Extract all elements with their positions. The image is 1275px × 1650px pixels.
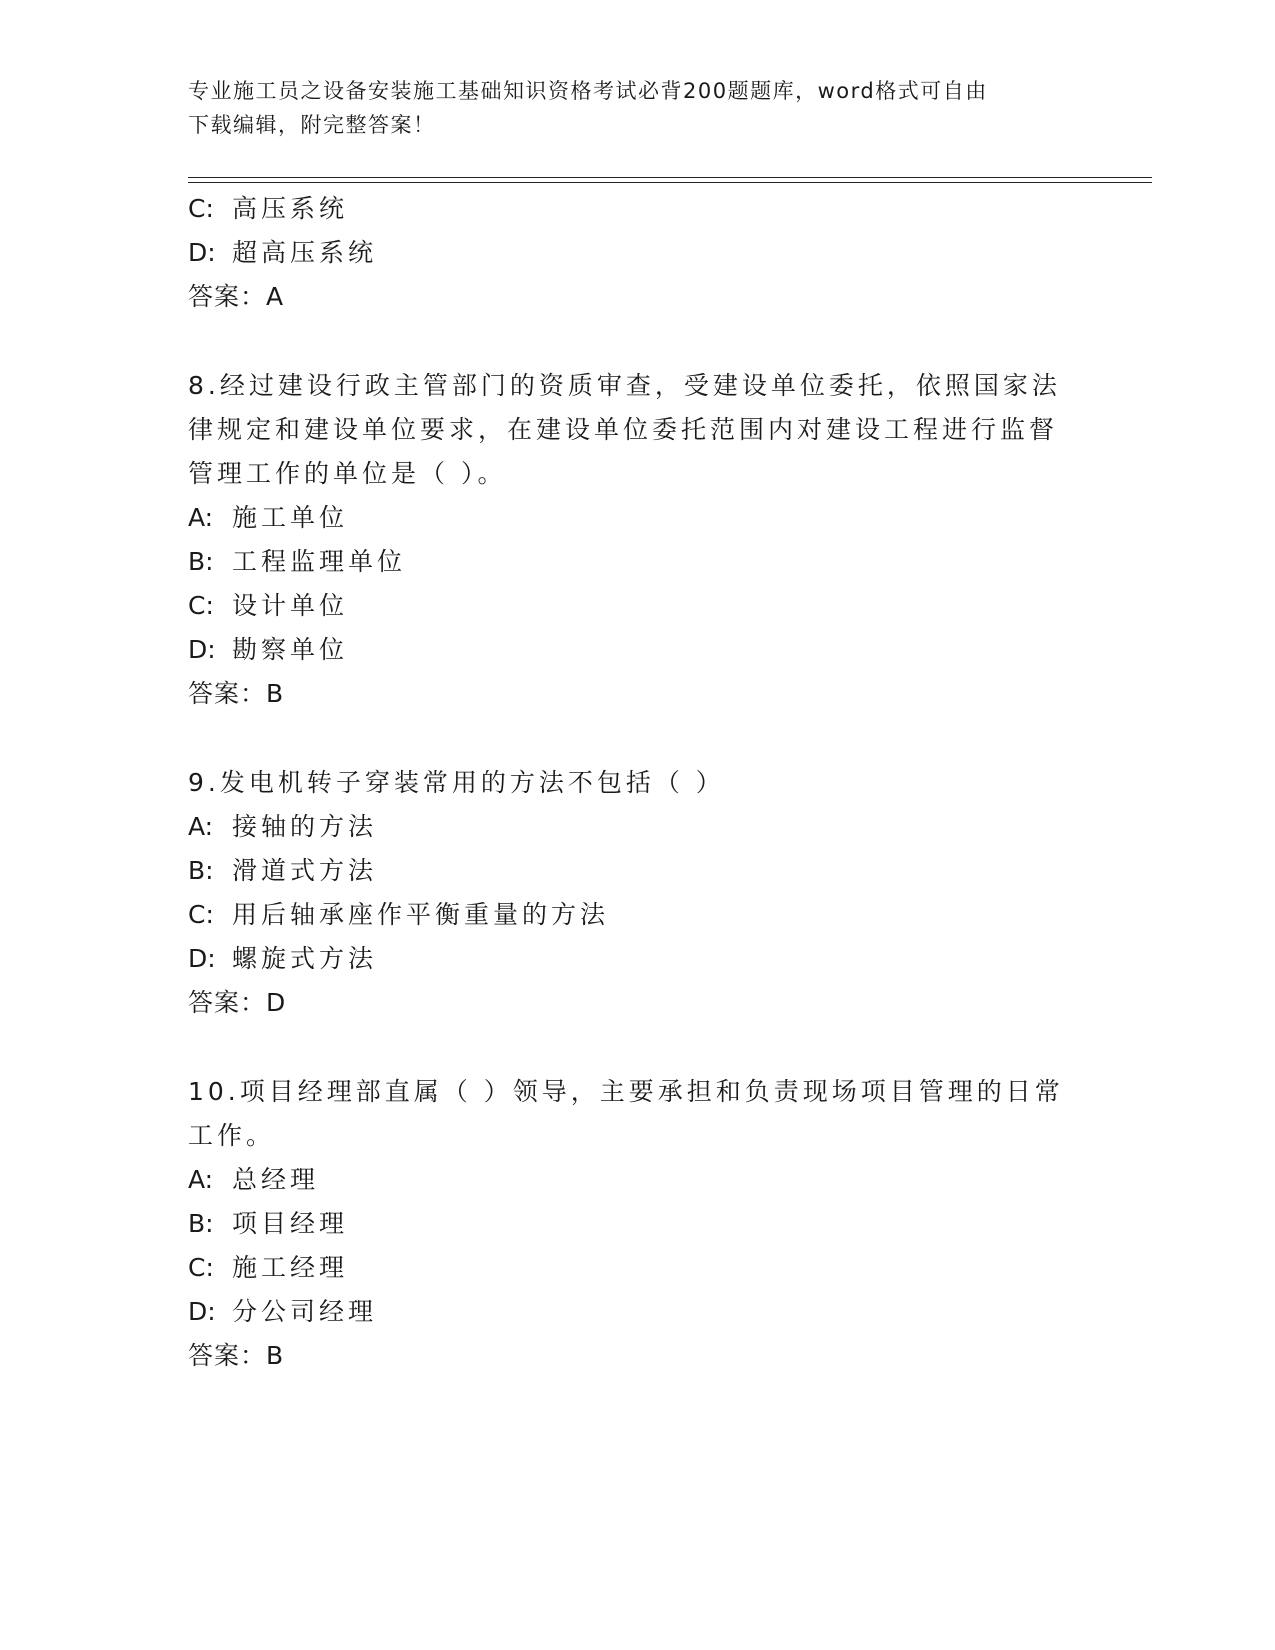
header-line-1: 专业施工员之设备安装施工基础知识资格考试必背200题题库，word格式可自由	[188, 79, 988, 103]
document-header	[188, 74, 1068, 142]
option-label: A:	[188, 1165, 214, 1194]
option-label: B:	[188, 547, 214, 576]
header-line-2: 下载编辑，附完整答案！	[188, 113, 436, 137]
option-label: D:	[188, 238, 216, 267]
q9-option-d	[188, 944, 377, 974]
option-label: B:	[188, 856, 214, 885]
option-label: C:	[188, 591, 214, 620]
q10-option-c	[188, 1253, 348, 1283]
option-label: C:	[188, 194, 214, 223]
q10-stem-line-2: 工作。	[188, 1121, 276, 1150]
option-text: 用后轴承座作平衡重量的方法	[232, 900, 610, 929]
option-label: D:	[188, 1297, 216, 1326]
option-label: D:	[188, 944, 216, 973]
q8-stem-line-1: 8.经过建设行政主管部门的资质审查，受建设单位委托，依照国家法	[188, 371, 1061, 400]
q9-option-c	[188, 900, 609, 930]
q8-stem-line-2: 律规定和建设单位要求，在建设单位委托范围内对建设工程进行监督	[188, 415, 1059, 444]
header-rule-top	[188, 177, 1152, 178]
q8-option-d	[188, 635, 348, 665]
option-text: 总经理	[232, 1165, 320, 1194]
q10-answer: 答案：B	[188, 1341, 285, 1370]
q8-option-a	[188, 503, 348, 533]
q9-stem-line-1: 9.发电机转子穿装常用的方法不包括（ ）	[188, 768, 725, 797]
q7-answer: 答案：A	[188, 282, 285, 311]
q10-option-a	[188, 1165, 319, 1195]
q8-option-b	[188, 547, 406, 577]
option-text: 超高压系统	[232, 238, 378, 267]
option-text: 项目经理	[232, 1209, 349, 1238]
option-text: 工程监理单位	[232, 547, 407, 576]
option-text: 分公司经理	[232, 1297, 378, 1326]
q8-answer: 答案：B	[188, 679, 285, 708]
q9-option-a	[188, 812, 377, 842]
q8-stem-line-3: 管理工作的单位是（ ）。	[188, 459, 507, 488]
option-text: 滑道式方法	[232, 856, 378, 885]
option-text: 接轴的方法	[232, 812, 378, 841]
option-text: 设计单位	[232, 591, 349, 620]
option-label: C:	[188, 1253, 214, 1282]
option-text: 勘察单位	[232, 635, 349, 664]
q7-option-d	[188, 238, 377, 268]
option-label: A:	[188, 503, 214, 532]
q7-option-c	[188, 194, 348, 224]
option-label: A:	[188, 812, 214, 841]
q8-option-c	[188, 591, 348, 621]
q9-answer: 答案：D	[188, 988, 287, 1017]
option-label: C:	[188, 900, 214, 929]
option-label: D:	[188, 635, 216, 664]
q10-option-d	[188, 1297, 377, 1327]
header-rule-bottom	[188, 182, 1152, 183]
option-text: 螺旋式方法	[232, 944, 378, 973]
option-text: 施工经理	[232, 1253, 349, 1282]
q10-option-b	[188, 1209, 348, 1239]
q10-stem-line-1: 10.项目经理部直属（ ）领导，主要承担和负责现场项目管理的日常	[188, 1077, 1064, 1106]
option-text: 施工单位	[232, 503, 349, 532]
option-label: B:	[188, 1209, 214, 1238]
q9-option-b	[188, 856, 377, 886]
option-text: 高压系统	[232, 194, 349, 223]
